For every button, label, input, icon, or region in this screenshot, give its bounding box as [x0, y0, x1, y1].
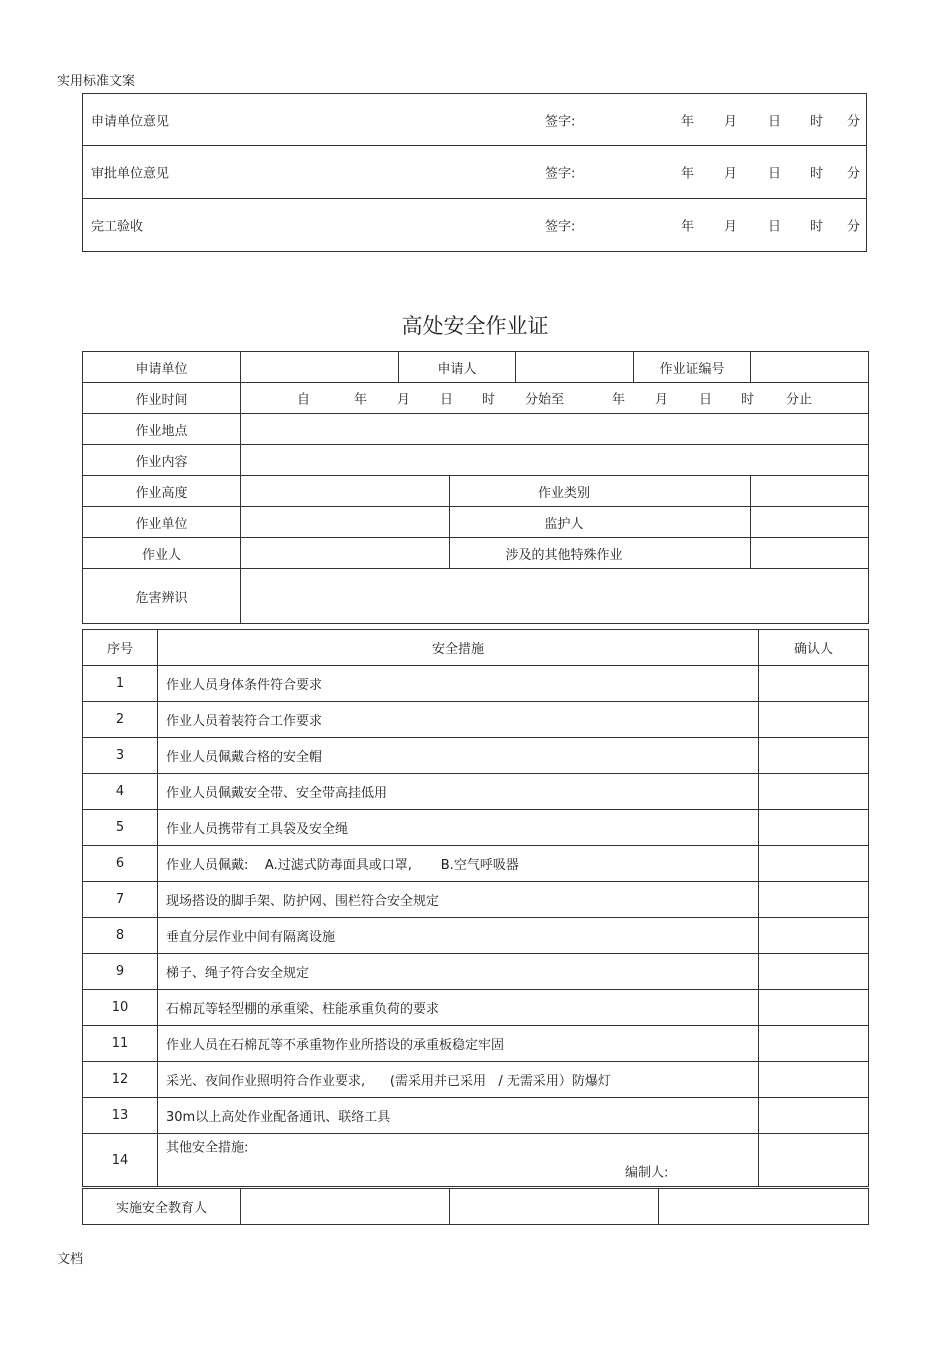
applicant-label: 申请人 [399, 352, 516, 383]
confirm-field[interactable] [759, 954, 869, 990]
approval-row-complete [83, 198, 866, 251]
measure-text: 梯子、绳子符合安全规定 [158, 954, 759, 990]
row-work-place [83, 414, 869, 445]
measure-row [83, 918, 869, 954]
time-part: 自 [297, 392, 311, 408]
education-label: 实施安全教育人 [83, 1189, 241, 1225]
safety-measures-table [82, 629, 869, 1187]
time-part: 年 [354, 392, 368, 408]
measure-row [83, 1098, 869, 1134]
measure-text: 30m以上高处作业配备通讯、联络工具 [158, 1098, 759, 1134]
measure-row [83, 882, 869, 918]
education-field-2[interactable] [450, 1189, 659, 1225]
row-work-height [83, 476, 869, 507]
approval-label: 完工验收 [91, 219, 144, 235]
time-part: 月 [655, 392, 669, 408]
confirm-field[interactable] [759, 702, 869, 738]
work-type-field[interactable] [751, 476, 869, 507]
col-no-header: 序号 [83, 630, 158, 666]
approval-row-approve [83, 145, 866, 198]
approval-box [82, 93, 867, 252]
measure-no: 1 [83, 666, 158, 702]
row-work-content [83, 445, 869, 476]
measure-text: 采光、夜间作业照明符合作业要求, (需采用并已采用 / 无需采用）防爆灯 [158, 1062, 759, 1098]
confirm-field[interactable] [759, 1134, 869, 1187]
measure-no: 10 [83, 990, 158, 1026]
measure-text: 垂直分层作业中间有隔离设施 [158, 918, 759, 954]
work-time-label: 作业时间 [83, 383, 241, 414]
measure-no: 2 [83, 702, 158, 738]
work-unit-field[interactable] [241, 507, 450, 538]
measure-no: 5 [83, 810, 158, 846]
day-label: 日 [768, 166, 782, 182]
row-worker [83, 538, 869, 569]
measure-row [83, 738, 869, 774]
hour-label: 时 [810, 166, 824, 182]
measure-row [83, 954, 869, 990]
approval-label: 审批单位意见 [91, 166, 170, 182]
other-special-label: 涉及的其他特殊作业 [450, 538, 751, 569]
work-unit-label: 作业单位 [83, 507, 241, 538]
guardian-field[interactable] [751, 507, 869, 538]
measure-no: 8 [83, 918, 158, 954]
education-field-1[interactable] [241, 1189, 450, 1225]
minute-label: 分 [847, 219, 861, 235]
col-confirm-header: 确认人 [759, 630, 869, 666]
measure-no: 9 [83, 954, 158, 990]
time-part: 月 [397, 392, 411, 408]
applicant-field[interactable] [516, 352, 634, 383]
month-label: 月 [724, 166, 738, 182]
row-hazard [83, 569, 869, 624]
year-label: 年 [681, 114, 695, 129]
measure-no: 11 [83, 1026, 158, 1062]
worker-label: 作业人 [83, 538, 241, 569]
education-table [82, 1188, 869, 1225]
confirm-field[interactable] [759, 738, 869, 774]
approval-row-apply [83, 94, 866, 145]
measure-no: 12 [83, 1062, 158, 1098]
confirm-field[interactable] [759, 846, 869, 882]
measure-text: 作业人员携带有工具袋及安全绳 [158, 810, 759, 846]
year-label: 年 [681, 166, 695, 182]
applicant-unit-label: 申请单位 [83, 352, 241, 383]
page-footer: 文档 [57, 1252, 84, 1267]
measure-no: 7 [83, 882, 158, 918]
work-height-label: 作业高度 [83, 476, 241, 507]
year-label: 年 [681, 219, 695, 235]
measure-text: 作业人员佩戴安全带、安全带高挂低用 [158, 774, 759, 810]
measure-row-14 [83, 1134, 869, 1187]
work-height-field[interactable] [241, 476, 450, 507]
education-field-3[interactable] [659, 1189, 869, 1225]
work-content-label: 作业内容 [83, 445, 241, 476]
day-label: 日 [768, 114, 782, 129]
time-part: 分始至 [525, 392, 565, 408]
measure-other-label: 其他安全措施: [166, 1140, 249, 1156]
time-part: 分止 [786, 392, 813, 408]
sign-label: 签字: [545, 219, 576, 235]
guardian-label: 监护人 [450, 507, 751, 538]
time-part: 年 [612, 392, 626, 408]
measure-no: 13 [83, 1098, 158, 1134]
measure-no: 4 [83, 774, 158, 810]
confirm-field[interactable] [759, 918, 869, 954]
author-label: 编制人: [625, 1165, 669, 1181]
confirm-field[interactable] [759, 774, 869, 810]
measures-header-row [83, 630, 869, 666]
measure-row [83, 1062, 869, 1098]
row-work-unit [83, 507, 869, 538]
confirm-field[interactable] [759, 1062, 869, 1098]
page-header: 实用标准文案 [57, 74, 136, 89]
col-measure-header: 安全措施 [158, 630, 759, 666]
confirm-field[interactable] [759, 1098, 869, 1134]
measure-text: 作业人员佩戴: A.过滤式防毒面具或口罩, B.空气呼吸器 [158, 846, 759, 882]
measure-text: 作业人员着装符合工作要求 [158, 702, 759, 738]
time-part: 时 [741, 392, 755, 408]
page-title: 高处安全作业证 [401, 314, 549, 338]
sign-label: 签字: [545, 114, 576, 129]
measure-row [83, 666, 869, 702]
measure-text: 作业人员在石棉瓦等不承重物作业所搭设的承重板稳定牢固 [158, 1026, 759, 1062]
confirm-field[interactable] [759, 666, 869, 702]
month-label: 月 [724, 219, 738, 235]
hazard-field[interactable] [241, 569, 869, 624]
measure-row [83, 774, 869, 810]
permit-info-table [82, 351, 869, 624]
row-work-time [83, 383, 869, 414]
minute-label: 分 [847, 114, 861, 129]
time-part: 日 [440, 392, 454, 408]
work-time-field[interactable] [241, 383, 869, 414]
month-label: 月 [724, 114, 738, 129]
measure-row [83, 810, 869, 846]
sign-label: 签字: [545, 166, 576, 182]
measure-text: 现场搭设的脚手架、防护网、围栏符合安全规定 [158, 882, 759, 918]
day-label: 日 [768, 219, 782, 235]
work-place-label: 作业地点 [83, 414, 241, 445]
measure-no: 3 [83, 738, 158, 774]
confirm-field[interactable] [759, 882, 869, 918]
measure-no: 14 [83, 1134, 158, 1187]
minute-label: 分 [847, 166, 861, 182]
permit-no-field[interactable] [751, 352, 869, 383]
approval-label: 申请单位意见 [91, 114, 170, 129]
education-row [83, 1189, 869, 1225]
time-part: 日 [699, 392, 713, 408]
hazard-label: 危害辨识 [83, 569, 241, 624]
measure-text: 作业人员身体条件符合要求 [158, 666, 759, 702]
measure-no: 6 [83, 846, 158, 882]
measure-row [83, 702, 869, 738]
hour-label: 时 [810, 219, 824, 235]
permit-no-label: 作业证编号 [634, 352, 751, 383]
confirm-field[interactable] [759, 1026, 869, 1062]
confirm-field[interactable] [759, 810, 869, 846]
measure-text: 石棉瓦等轻型棚的承重梁、柱能承重负荷的要求 [158, 990, 759, 1026]
measure-row [83, 846, 869, 882]
confirm-field[interactable] [759, 990, 869, 1026]
hour-label: 时 [810, 114, 824, 129]
applicant-unit-field[interactable] [241, 352, 399, 383]
time-part: 时 [482, 392, 496, 408]
measure-row [83, 1026, 869, 1062]
worker-field[interactable] [241, 538, 450, 569]
measure-other-cell[interactable] [158, 1134, 759, 1187]
work-place-field[interactable] [241, 414, 869, 445]
other-special-field[interactable] [751, 538, 869, 569]
work-type-label: 作业类别 [450, 476, 751, 507]
measure-row [83, 990, 869, 1026]
measure-text: 作业人员佩戴合格的安全帽 [158, 738, 759, 774]
row-applicant [83, 352, 869, 383]
work-content-field[interactable] [241, 445, 869, 476]
